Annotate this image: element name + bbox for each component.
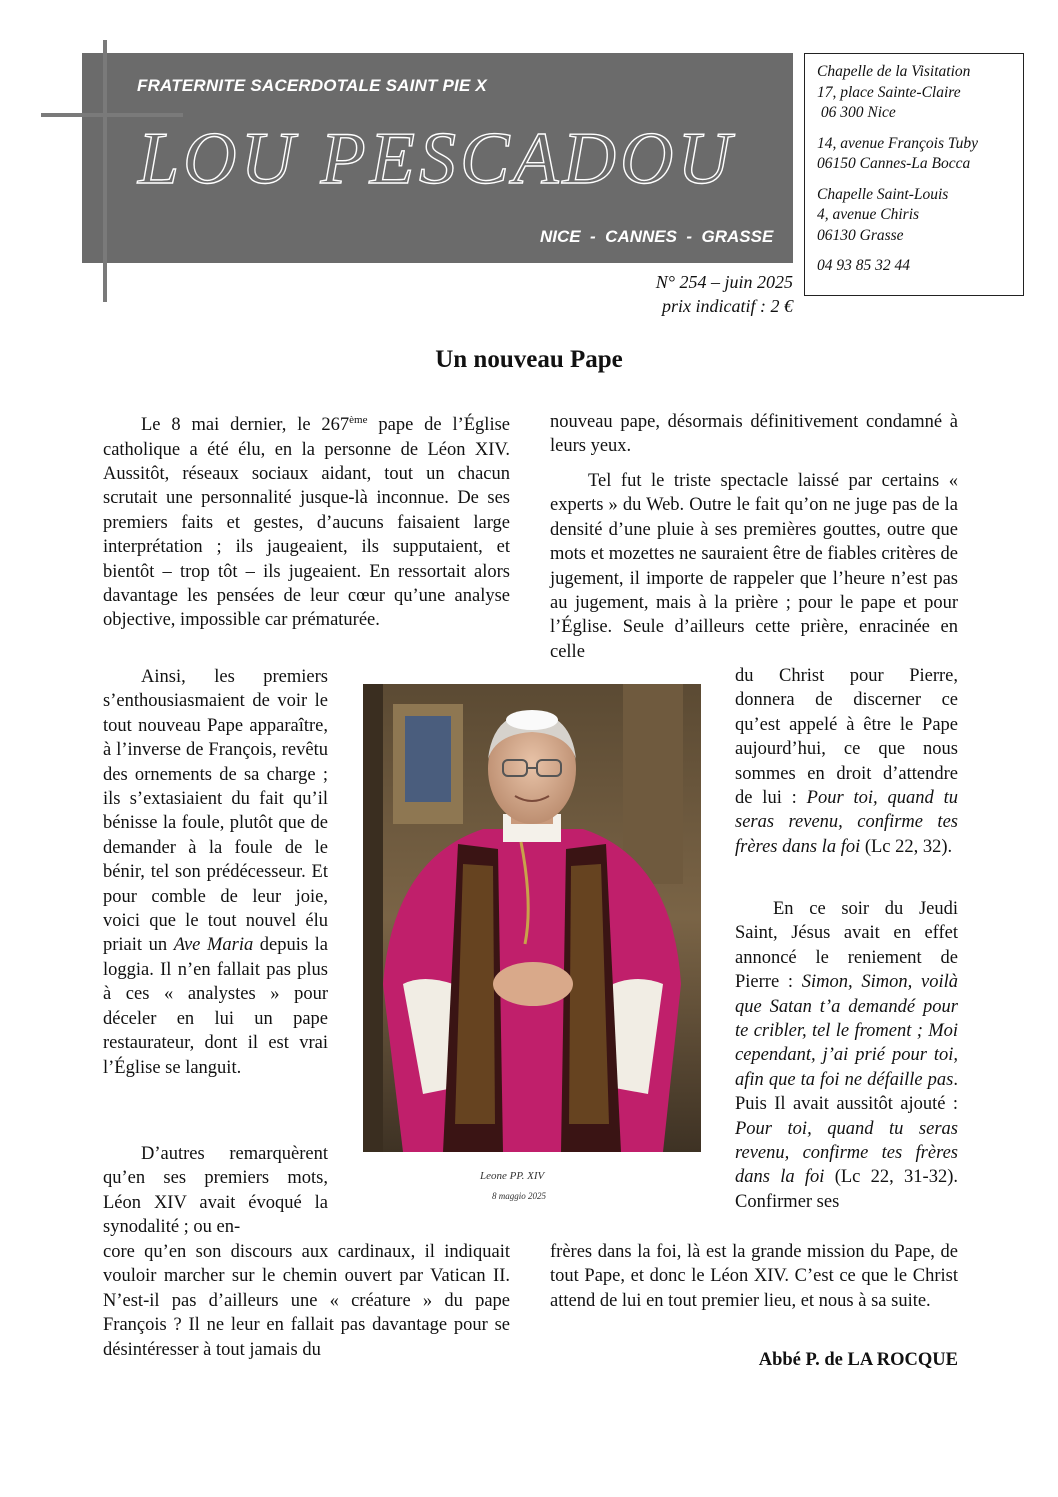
col2-paragraph-2 — [735, 897, 958, 1214]
c2p1-italic: Pour toi, quand tu seras revenu, confirme tes frères dans la foi — [735, 788, 958, 857]
col2-paragraph-1b — [735, 664, 958, 859]
pope-portrait-icon — [363, 684, 701, 1152]
signature-line-2: 8 maggio 2025 — [492, 1191, 546, 1201]
p2-italic: Ave Maria — [173, 935, 254, 956]
p2-text-b: depuis la loggia. Il n’en fallait pas plus à ces « analystes » pour déceler en lui un pape restaurateur, dont il est vrai l’Église se languit. — [103, 935, 329, 1078]
c2p2-text-b: . Puis Il avait aussitôt ajouté : — [735, 1069, 958, 1115]
newsletter-title: LOU PESCADOU — [138, 118, 735, 200]
c2p2-text-c: (Lc 22, 31-32). Confirmer ses — [735, 1167, 958, 1212]
paragraph-1 — [103, 408, 510, 633]
paragraph-2 — [103, 665, 328, 1080]
signature-icon — [470, 1165, 590, 1205]
cross-icon-vertical — [103, 40, 107, 302]
address-grasse: Chapelle Saint-Louis 4, avenue Chiris 06130 Grasse — [817, 185, 949, 244]
p2-text-a: Ainsi, les premiers s’enthousiasmaient de voir le tout nouveau Pape apparaître, à l’inverse de François, revêtu des ornements de sa charge ; ils s’extasiaient du fait qu’il bénisse la foule, plutôt que de demander à la foule de le bénir, tel son prédécesseur. Et pour comble de leur joie, voici que le tout nouvel élu priait un — [103, 667, 328, 956]
papal-signature — [470, 1165, 590, 1210]
c2p1-text-b: du Christ pour Pierre, donnera de discerner ce qu’est appelé à être le Pape aujourd’hui, ce que nous sommes en droit d’attendre de lui : — [735, 666, 958, 809]
issue-number: N° 254 – juin 2025 — [655, 272, 793, 292]
col2-paragraph-0: nouveau pape, désormais définitivement condamné à leurs yeux. — [550, 412, 958, 457]
paragraph-3b: core qu’en son discours aux cardinaux, il indiquait vouloir marcher sur le chemin ouvert par Vatican II. N’est-il pas d’ailleurs une « créature » du pape François ? Il ne leur en fallait pas davantage pour se désintéresser à tout jamais du — [103, 1242, 510, 1360]
p1-text-b: pape de l’Église catholique a été élu, en la personne de Léon XIV. Aussitôt, réseaux sociaux aidant, tout un chacun scrutait une personnalité jusque-là inconnue. De ses premiers faits et gestes, d’aucuns faisaient large interprétation ; ils jaugeaient, ils supputaient, et bientôt – trop tôt – ils jugeaient. En ressortait alors davantage les pensées de leur cœur qu’une analyse objective, impossible car prématurée. — [103, 415, 510, 631]
address-box — [804, 53, 1024, 296]
places-label: NICE - CANNES - GRASSE — [540, 227, 774, 246]
paragraph-3a: D’autres remarquèrent qu’en ses premiers mots, Léon XIV avait évoqué la synodalité ; ou en- — [103, 1144, 328, 1238]
issue-price: prix indicatif : 2 € — [662, 296, 793, 316]
c2p2-italic-2: Pour toi, quand tu seras revenu, confirme tes frères dans la foi — [735, 1118, 958, 1188]
signature-line-1: Leone PP. XIV — [480, 1170, 545, 1182]
article-author: Abbé P. de LA ROCQUE — [758, 1350, 958, 1370]
issue-info — [656, 270, 793, 318]
pope-photo — [363, 684, 701, 1152]
phone-number: 04 93 85 32 44 — [817, 257, 910, 274]
address-cannes: 14, avenue François Tuby 06150 Cannes-La Bocca — [817, 134, 979, 172]
address-nice: Chapelle de la Visitation 17, place Sainte-Claire 06 300 Nice — [817, 63, 971, 121]
p1-superscript: ème — [349, 414, 368, 426]
col2-paragraph-2b: frères dans la foi, là est la grande mission du Pape, de tout Pape, et donc le Léon XIV. C’est ce que le Christ attend de lui en tout premier lieu, et nous à sa suite. — [550, 1242, 958, 1311]
c2p2-italic-1: Simon, Simon, voilà que Satan t’a demandé pour te cribler, tel le froment ; Moi cependant, j’ai prié pour toi, afin que ta foi ne défaille pas — [735, 972, 958, 1090]
c2p1-text-c: (Lc 22, 32). — [860, 836, 953, 857]
fraternite-label: FRATERNITE SACERDOTALE SAINT PIE X — [137, 76, 487, 95]
col2-paragraph-1a: Tel fut le triste spectacle laissé par certains « experts » du Web. Outre le fait qu’on ne juge pas de la densité d’une pluie à ses premières gouttes, outre que mots et mozettes ne sauraient être de fiables critères de jugement, il importe de rappeler que l’heure n’est pas au jugement, mais à la prière ; pour le pape et pour l’Église. Seule d’ailleurs cette prière, enracinée en celle — [550, 471, 958, 662]
article-heading: Un nouveau Pape — [435, 346, 623, 373]
p1-text-a: Le 8 mai dernier, le 267 — [141, 415, 350, 436]
cross-icon-horizontal — [41, 113, 183, 117]
c2p2-text-a: En ce soir du Jeudi Saint, Jésus avait en effet annoncé le reniement de Pierre : — [735, 899, 958, 993]
